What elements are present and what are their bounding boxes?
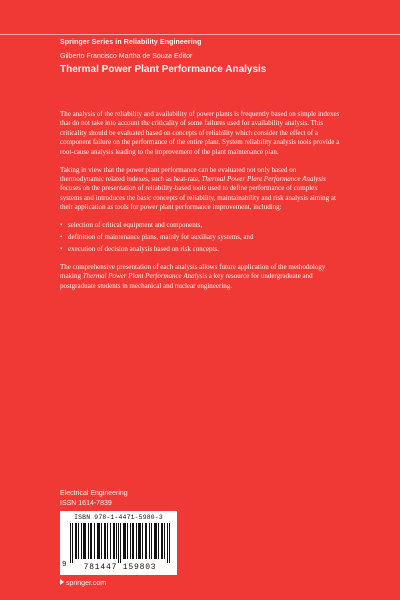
barcode-icon: [70, 523, 170, 563]
website-label: springer.com: [66, 580, 107, 587]
blurb-paragraph-2-title: Thermal Power Plant Performance Analysis: [201, 174, 326, 183]
blurb-paragraph-2-start: Taking in view that the power plant performance can be evaluated not only based on thermodynamic related indexes, such as heat-rate,: [60, 165, 297, 183]
top-rule: [0, 34, 400, 35]
blurb-paragraph-1: The analysis of the reliability and availability of power plants is frequently based on simple indexes that do not take into account the criticality of some failures used for availability analysis. This criticality should be evaluated based on concepts of reliability which consider the effect of a component failure on the performance of the entire plant. System reliability analysis tools provide a root-cause analysis leading to the improvement of the plant maintenance plan.: [60, 110, 340, 156]
blurb-paragraph-2: [60, 166, 340, 213]
back-cover-blurb: [60, 110, 340, 300]
blurb-bullet-3: • execution of decision analysis based on risk concepts.: [60, 245, 340, 254]
book-title: Thermal Power Plant Performance Analysis: [60, 64, 267, 75]
subject-category: Electrical Engineering: [60, 490, 128, 497]
issn-number: ISSN 1614-7839: [60, 500, 112, 507]
blurb-paragraph-3-title: Thermal Power Plant Performance Analysis: [82, 272, 208, 281]
blurb-paragraph-3-end: a key resource for undergraduate and postgraduate students in mechanical and nuclear engineering.: [60, 272, 313, 290]
series-name: Springer Series in Reliability Engineering: [60, 39, 202, 46]
blurb-paragraph-2-end: focuses on the presentation of reliability-based tools used to define performance of complex systems and introduces the basic concepts of reliability, maintainability and risk analysis aiming at their application as tools for power plant performance improvement, including:: [60, 184, 336, 212]
ean-leading-digit: 9: [62, 561, 67, 569]
arrow-icon: [60, 579, 64, 585]
blurb-paragraph-3: [60, 263, 340, 291]
isbn-number: ISBN 978-1-4471-5980-3: [74, 514, 163, 521]
publisher-website: [60, 579, 106, 587]
blurb-paragraph-3-start: The comprehensive presentation of each analysis allows future application of the methodology making: [60, 262, 326, 281]
editor-role: Editor: [174, 53, 193, 60]
barcode-panel: [60, 511, 177, 575]
editor-line: [60, 53, 192, 60]
blurb-bullet-2: • definition of maintenance plans, mainly for auxiliary systems, and: [60, 233, 340, 242]
blurb-bullet-list: [60, 221, 340, 254]
ean-digits: 781447 159803: [83, 563, 157, 572]
blurb-bullet-1: • selection of critical equipment and components,: [60, 221, 340, 230]
editor-name: Gilberto Francisco Martha de Souza: [60, 53, 173, 60]
